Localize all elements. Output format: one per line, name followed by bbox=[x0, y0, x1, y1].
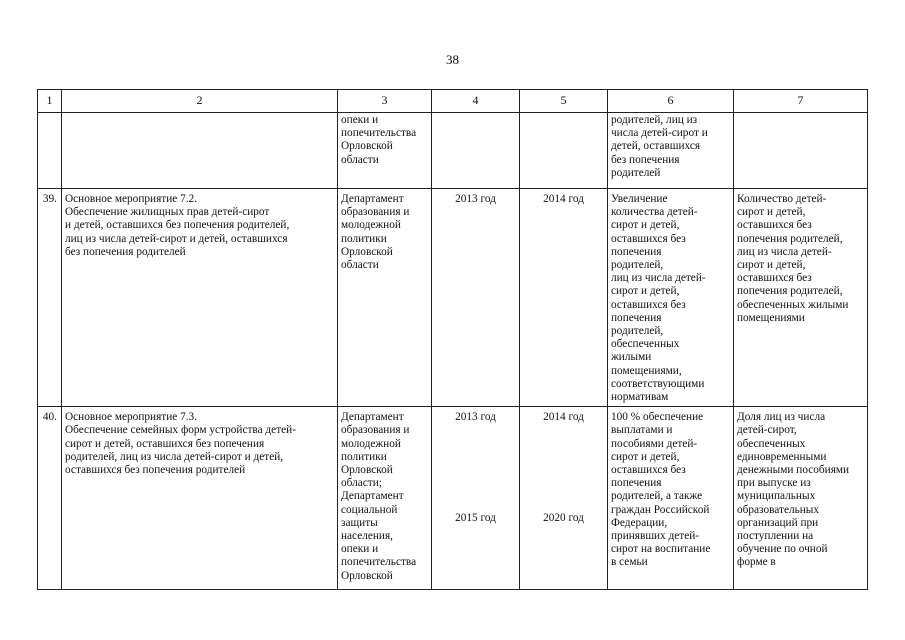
text-line: политики bbox=[341, 450, 387, 463]
executor-cell bbox=[338, 189, 432, 407]
description-cell bbox=[62, 407, 338, 590]
text-line: Орловской bbox=[341, 140, 393, 153]
start-cell: 2013 год bbox=[432, 189, 520, 407]
text-line: числа детей-сирот и bbox=[611, 127, 708, 140]
text-line: обеспеченных жилыми bbox=[737, 298, 849, 311]
end-year: 2014 год bbox=[543, 411, 584, 424]
text-line: области bbox=[341, 153, 379, 166]
text-line: населения, bbox=[341, 530, 393, 543]
text-line: форме в bbox=[737, 556, 776, 569]
num-cell bbox=[38, 113, 62, 189]
result-cell bbox=[608, 189, 734, 407]
header-row bbox=[38, 90, 868, 113]
text-line: детей-сирот, bbox=[737, 424, 797, 437]
indicator-cell bbox=[734, 407, 868, 590]
text-line: Департамент bbox=[341, 490, 404, 503]
text-line: сирот и детей, bbox=[611, 285, 680, 298]
text-line: сирот и детей, оставшихся без попечения bbox=[65, 437, 265, 450]
num-cell: 40. bbox=[38, 407, 62, 590]
text-line: и детей, оставшихся без попечения родителей, bbox=[65, 219, 290, 232]
text-line: области bbox=[341, 259, 379, 272]
text-line: попечения bbox=[611, 477, 662, 490]
measure-title: Основное мероприятие 7.2. bbox=[65, 193, 198, 205]
executor-cell bbox=[338, 113, 432, 189]
text-line: образовательных bbox=[737, 503, 820, 516]
text-line: принявших детей- bbox=[611, 530, 700, 543]
text-line: Увеличение bbox=[611, 193, 668, 205]
text-line: лиц из числа детей- bbox=[737, 245, 832, 258]
text-line: Орловской bbox=[341, 464, 393, 477]
text-line: Орловской bbox=[341, 245, 393, 258]
text-line: в семьи bbox=[611, 556, 648, 569]
text-line: оставшихся без попечения родителей bbox=[65, 464, 246, 477]
executor-cell bbox=[338, 407, 432, 590]
text-line: Количество детей- bbox=[737, 193, 827, 205]
text-line: родителей, bbox=[611, 325, 664, 338]
text-line: обучение по очной bbox=[737, 543, 828, 556]
text-line: образования и bbox=[341, 424, 410, 437]
text-line: без попечения bbox=[611, 153, 680, 166]
num-cell: 39. bbox=[38, 189, 62, 407]
header-cell: 7 bbox=[734, 90, 868, 113]
text-line: поступлении на bbox=[737, 530, 814, 543]
text-line: попечительства bbox=[341, 127, 417, 140]
text-line: при выпуске из bbox=[737, 477, 811, 490]
text-line: единовременными bbox=[737, 450, 827, 463]
description-cell bbox=[62, 113, 338, 189]
text-line: защиты bbox=[341, 516, 378, 529]
text-line: Департамент bbox=[341, 193, 404, 205]
header-cell: 3 bbox=[338, 90, 432, 113]
start-cell bbox=[432, 407, 520, 590]
text-line: помещениями, bbox=[611, 364, 682, 377]
description-cell bbox=[62, 189, 338, 407]
text-line: соответствующими bbox=[611, 377, 705, 390]
text-line: оставшихся без bbox=[611, 298, 686, 311]
text-line: попечения родителей, bbox=[737, 232, 843, 245]
header-cell: 1 bbox=[38, 90, 62, 113]
program-table bbox=[37, 89, 868, 590]
text-line: родителей, лиц из числа детей-сирот и детей, bbox=[65, 450, 284, 463]
text-line: попечения родителей, bbox=[737, 285, 843, 298]
text-line: области; bbox=[341, 477, 382, 490]
indicator-cell bbox=[734, 189, 868, 407]
text-line: молодежной bbox=[341, 219, 401, 232]
end-cell bbox=[520, 407, 608, 590]
text-line: попечения bbox=[611, 245, 662, 258]
start-year: 2013 год bbox=[455, 411, 496, 424]
text-line: сирот и детей, bbox=[611, 219, 680, 232]
text-line: денежными пособиями bbox=[737, 464, 850, 477]
table-row bbox=[38, 113, 868, 189]
text-line: попечительства bbox=[341, 556, 417, 569]
text-line: оставшихся без bbox=[611, 464, 686, 477]
text-line: Обеспечение жилищных прав детей-сирот bbox=[65, 206, 270, 219]
text-line: оставшихся без bbox=[737, 219, 812, 232]
text-line: молодежной bbox=[341, 437, 401, 450]
text-line: родителей, лиц из bbox=[611, 114, 698, 126]
text-line: без попечения родителей bbox=[65, 245, 186, 258]
text-line: организаций при bbox=[737, 516, 819, 529]
text-line: попечения bbox=[611, 311, 662, 324]
text-line: Обеспечение семейных форм устройства детей- bbox=[65, 424, 296, 437]
text-line: социальной bbox=[341, 503, 398, 516]
text-line: Доля лиц из числа bbox=[737, 411, 826, 424]
text-line: обеспеченных bbox=[611, 338, 680, 351]
text-line: обеспеченных bbox=[737, 437, 806, 450]
page-number: 38 bbox=[446, 52, 459, 67]
measure-title: Основное мероприятие 7.3. bbox=[65, 411, 198, 424]
text-line: жилыми bbox=[611, 351, 652, 364]
header-cell: 6 bbox=[608, 90, 734, 113]
text-line: выплатами и bbox=[611, 424, 673, 437]
header-cell: 5 bbox=[520, 90, 608, 113]
text-line: Департамент bbox=[341, 411, 404, 424]
text-line: сирот и детей, bbox=[737, 259, 806, 272]
text-line: родителей, bbox=[611, 259, 664, 272]
indicator-cell bbox=[734, 113, 868, 189]
header-cell: 4 bbox=[432, 90, 520, 113]
text-line: сирот и детей, bbox=[737, 206, 806, 219]
end-cell bbox=[520, 113, 608, 189]
text-line: сирот на воспитание bbox=[611, 543, 711, 556]
text-line: родителей bbox=[611, 166, 661, 179]
table-row bbox=[38, 407, 868, 590]
text-line: граждан Российской bbox=[611, 503, 710, 516]
text-line: помещениями bbox=[737, 311, 805, 324]
text-line: политики bbox=[341, 232, 387, 245]
text-line: 100 % обеспечение bbox=[611, 411, 704, 424]
text-line: сирот и детей, bbox=[611, 450, 680, 463]
result-cell bbox=[608, 407, 734, 590]
text-line: лиц из числа детей- bbox=[611, 272, 706, 285]
text-line: образования и bbox=[341, 206, 410, 219]
text-line: Орловской bbox=[341, 569, 393, 582]
end-year-second: 2020 год bbox=[543, 512, 584, 525]
text-line: нормативам bbox=[611, 391, 669, 404]
text-line: оставшихся без bbox=[611, 232, 686, 245]
end-cell: 2014 год bbox=[520, 189, 608, 407]
text-line: детей, оставшихся bbox=[611, 140, 701, 153]
text-line: опеки и bbox=[341, 543, 379, 556]
start-cell bbox=[432, 113, 520, 189]
header-cell: 2 bbox=[62, 90, 338, 113]
text-line: оставшихся без bbox=[737, 272, 812, 285]
text-line: пособиями детей- bbox=[611, 437, 698, 450]
start-year-second: 2015 год bbox=[455, 512, 496, 525]
table-row bbox=[38, 189, 868, 407]
result-cell bbox=[608, 113, 734, 189]
text-line: лиц из числа детей-сирот и детей, оставшихся bbox=[65, 232, 288, 245]
text-line: муниципальных bbox=[737, 490, 816, 503]
text-line: родителей, а также bbox=[611, 490, 703, 503]
text-line: Федерации, bbox=[611, 516, 668, 529]
text-line: опеки и bbox=[341, 114, 379, 126]
text-line: количества детей- bbox=[611, 206, 698, 219]
